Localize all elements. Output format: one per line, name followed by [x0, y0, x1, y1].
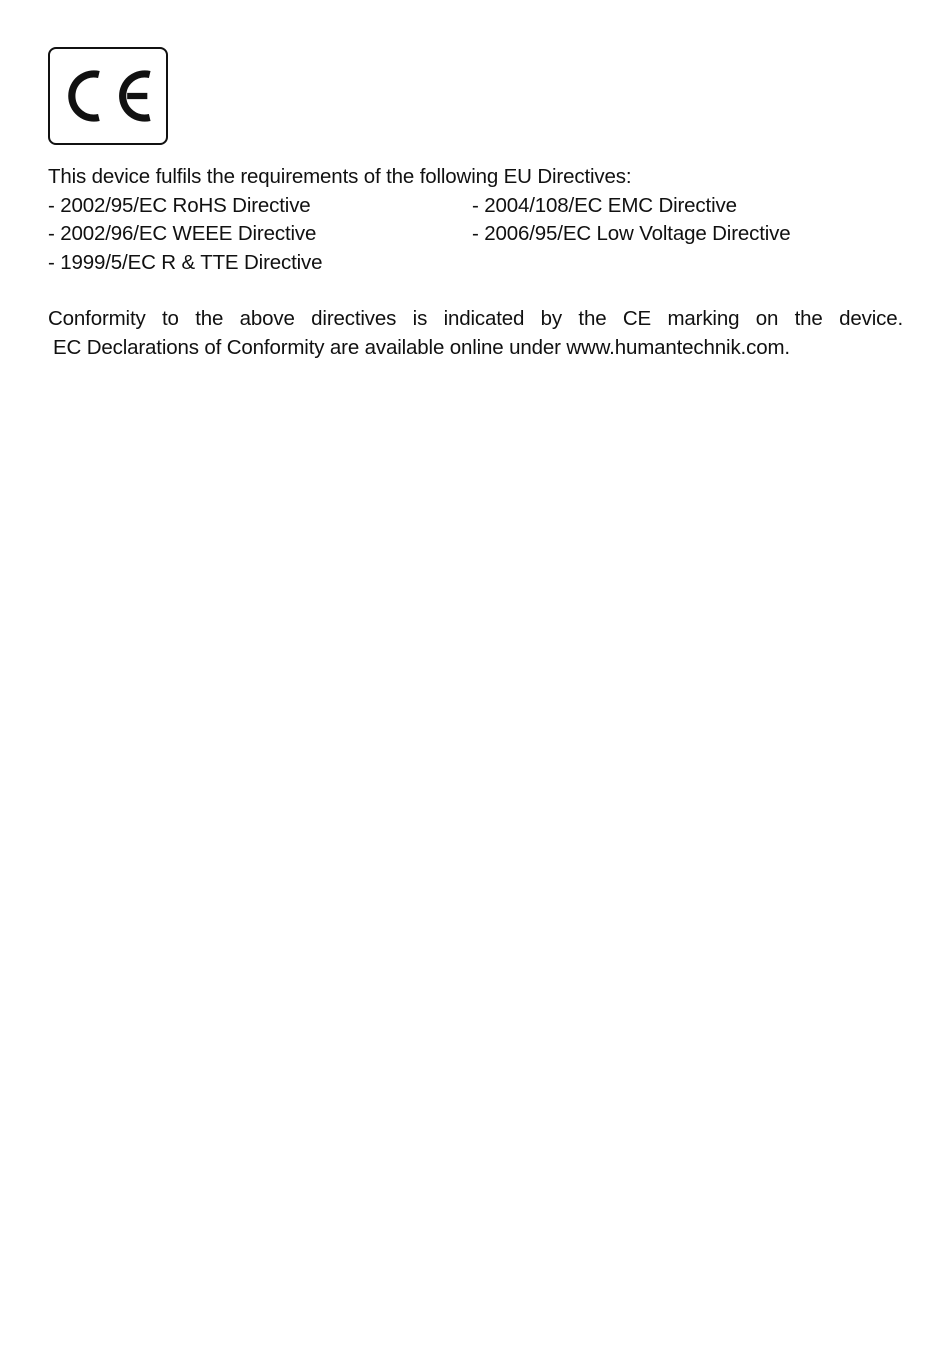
directive-weee: - 2002/96/EC WEEE Directive [48, 222, 317, 245]
directive-row-2 [48, 220, 903, 249]
conformity-declaration: EC Declarations of Conformity are available online under www.humantechnik.com. [53, 335, 790, 359]
directive-low-voltage: - 2006/95/EC Low Voltage Directive [472, 222, 791, 245]
directive-rtte: - 1999/5/EC R & TTE Directive [48, 250, 323, 274]
ce-marking-icon [48, 47, 168, 145]
directive-row-3 [48, 249, 903, 278]
directive-emc: - 2004/108/EC EMC Directive [472, 193, 737, 217]
directives-text [48, 163, 903, 362]
conformity-statement: Conformity to the above directives is indicated by the CE marking on the device. [48, 307, 903, 330]
directive-rohs: - 2002/95/EC RoHS Directive [48, 193, 311, 217]
intro-text: This device fulfils the requirements of the following EU Directives: [48, 165, 632, 188]
paragraph-spacer [48, 277, 903, 305]
directive-row-1 [48, 192, 903, 221]
